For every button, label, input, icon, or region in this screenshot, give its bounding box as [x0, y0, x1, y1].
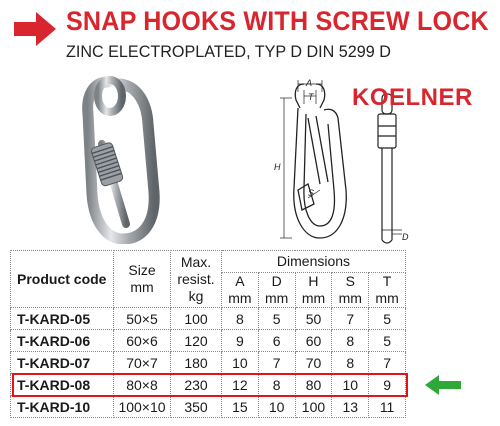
- cell-d: 8: [258, 374, 295, 396]
- dim-label-s: S: [308, 188, 315, 198]
- hook-side-drawing: [368, 90, 414, 246]
- cell-d: 10: [258, 396, 295, 418]
- dim-label-h: H: [274, 162, 281, 172]
- cell-size: 50×5: [114, 308, 171, 330]
- cell-s: 13: [332, 396, 369, 418]
- header-dim-a: A mm: [222, 273, 259, 308]
- table-row: [11, 352, 406, 374]
- cell-resist: 230: [171, 374, 222, 396]
- dim-label-a: A: [306, 78, 313, 88]
- dim-label-t: T: [308, 92, 314, 102]
- cell-a: 9: [222, 330, 259, 352]
- cell-a: 8: [222, 308, 259, 330]
- cell-d: 6: [258, 330, 295, 352]
- cell-code: T-KARD-05: [11, 308, 114, 330]
- cell-d: 5: [258, 308, 295, 330]
- cell-resist: 350: [171, 396, 222, 418]
- cell-d: 7: [258, 352, 295, 374]
- page-title: SNAP HOOKS WITH SCREW LOCK: [66, 6, 489, 36]
- cell-t: 5: [369, 308, 406, 330]
- cell-a: 12: [222, 374, 259, 396]
- table-row: [11, 396, 406, 418]
- cell-h: 60: [295, 330, 332, 352]
- header-product-code: Product code: [11, 251, 114, 308]
- cell-h: 80: [295, 374, 332, 396]
- cell-h: 100: [295, 396, 332, 418]
- cell-t: 11: [369, 396, 406, 418]
- header-max-resist: Max. resist. kg: [171, 251, 222, 308]
- brand-logo: KOELNER: [352, 84, 473, 111]
- cell-t: 5: [369, 330, 406, 352]
- cell-code: T-KARD-10: [11, 396, 114, 418]
- cell-size: 70×7: [114, 352, 171, 374]
- snap-hook-photo: [68, 74, 168, 244]
- row-highlight-frame: [12, 373, 408, 397]
- cell-resist: 100: [171, 308, 222, 330]
- cell-h: 70: [295, 352, 332, 374]
- cell-s: 7: [332, 308, 369, 330]
- cell-s: 10: [332, 374, 369, 396]
- table-row: [11, 330, 406, 352]
- green-arrow-icon: [423, 374, 463, 396]
- red-arrow-icon: [12, 10, 58, 48]
- table-row: [11, 308, 406, 330]
- cell-size: 80×8: [114, 374, 171, 396]
- dim-label-d: D: [402, 232, 409, 242]
- header-dim-s: S mm: [332, 273, 369, 308]
- table-header-row: [11, 251, 406, 273]
- header-dimensions: Dimensions: [222, 251, 406, 273]
- cell-a: 15: [222, 396, 259, 418]
- cell-code: T-KARD-08: [11, 374, 114, 396]
- cell-h: 50: [295, 308, 332, 330]
- cell-size: 60×6: [114, 330, 171, 352]
- header-dim-t: T mm: [369, 273, 406, 308]
- cell-s: 8: [332, 330, 369, 352]
- cell-t: 9: [369, 374, 406, 396]
- cell-code: T-KARD-06: [11, 330, 114, 352]
- cell-size: 100×10: [114, 396, 171, 418]
- cell-t: 7: [369, 352, 406, 374]
- cell-code: T-KARD-07: [11, 352, 114, 374]
- cell-s: 8: [332, 352, 369, 374]
- header-size: Size mm: [114, 251, 171, 308]
- cell-resist: 180: [171, 352, 222, 374]
- cell-resist: 120: [171, 330, 222, 352]
- header-dim-h: H mm: [295, 273, 332, 308]
- page-subtitle: ZINC ELECTROPLATED, TYP D DIN 5299 D: [66, 42, 391, 61]
- cell-a: 10: [222, 352, 259, 374]
- header-dim-d: D mm: [258, 273, 295, 308]
